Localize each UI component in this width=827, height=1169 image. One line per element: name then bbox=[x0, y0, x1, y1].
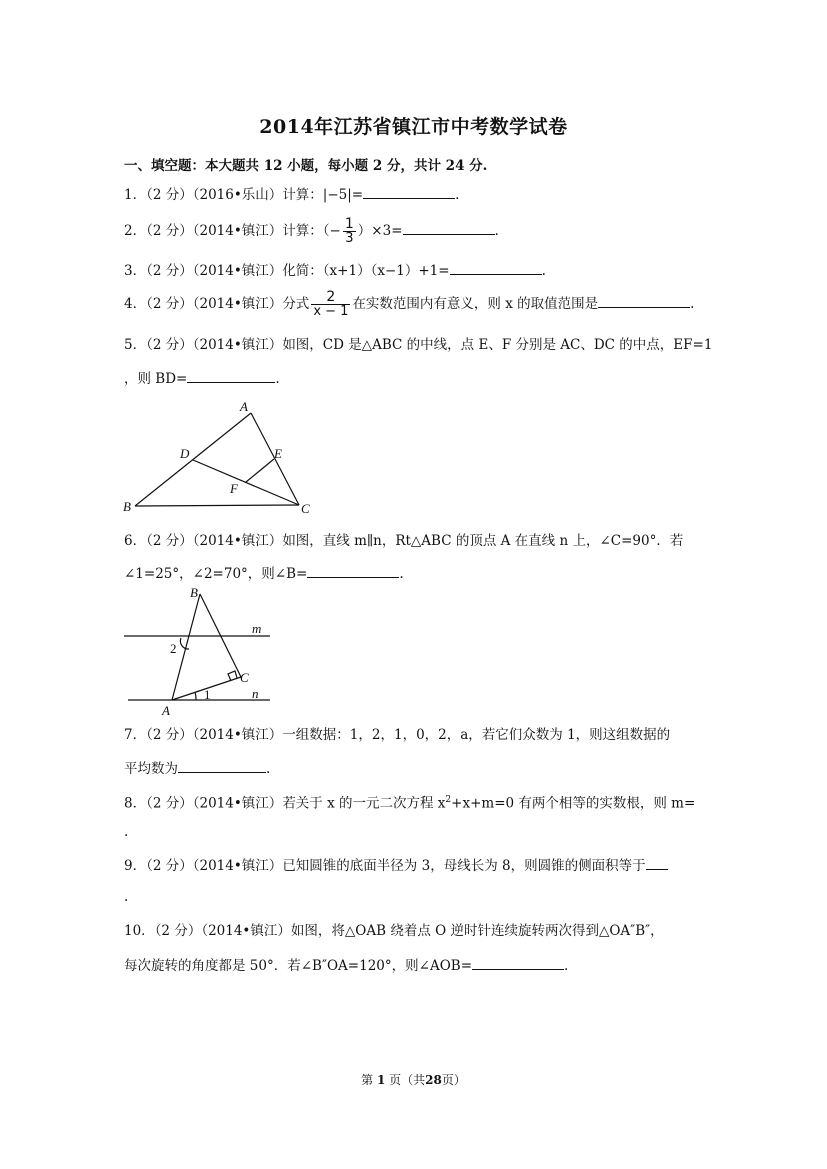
question-text: 平均数为 bbox=[124, 761, 178, 777]
question-source: （2014•镇江） bbox=[192, 533, 283, 549]
question-1 bbox=[124, 184, 459, 205]
fraction-numerator: 1 bbox=[344, 216, 354, 232]
question-number: 6． bbox=[124, 533, 147, 549]
question-number: 3． bbox=[124, 263, 147, 279]
question-number: 10． bbox=[124, 923, 155, 939]
question-2 bbox=[124, 217, 499, 246]
label-c: C bbox=[240, 670, 249, 685]
answer-blank[interactable] bbox=[403, 220, 495, 235]
question-8-line-2 bbox=[124, 822, 128, 842]
question-end: . bbox=[455, 187, 460, 203]
question-text: 若关于 x 的一元二次方程 x bbox=[282, 795, 446, 812]
question-text-2: +x+m=0 有两个相等的实数根，则 m= bbox=[451, 795, 696, 812]
question-7-line-2 bbox=[124, 758, 270, 779]
question-score: （2 分） bbox=[146, 795, 193, 812]
question-text: 每次旋转的角度都是 50°．若∠B″OA=120°，则∠AOB= bbox=[124, 958, 473, 974]
question-text: 分式 bbox=[282, 296, 310, 312]
question-source: （2014•镇江） bbox=[192, 795, 283, 812]
label-c: C bbox=[301, 501, 310, 516]
fraction-denominator: 3 bbox=[345, 231, 354, 246]
segment-ef bbox=[246, 459, 274, 482]
answer-blank[interactable] bbox=[646, 855, 668, 870]
label-angle-1: 1 bbox=[204, 687, 211, 702]
question-source: （2014•镇江） bbox=[201, 923, 291, 939]
question-text: ∠1=25°，∠2=70°，则∠B= bbox=[124, 566, 308, 582]
page-title: 2014年江苏省镇江市中考数学试卷 bbox=[259, 116, 568, 138]
question-source: （2016•乐山） bbox=[192, 187, 283, 203]
question-number: 9． bbox=[124, 858, 147, 874]
question-text: ，则 BD= bbox=[124, 371, 188, 387]
question-end: . bbox=[124, 889, 129, 905]
question-5 bbox=[124, 335, 712, 355]
angle-1-arc bbox=[195, 692, 196, 700]
fraction bbox=[343, 217, 356, 246]
question-end: . bbox=[275, 371, 280, 387]
question-text-2: ）×3= bbox=[357, 223, 403, 239]
answer-blank[interactable] bbox=[307, 563, 399, 578]
page-number: 1 bbox=[376, 1073, 386, 1087]
question-number: 4． bbox=[124, 296, 147, 312]
fraction-numerator: 2 bbox=[311, 290, 350, 305]
question-text: 如图，直线 m∥n，Rt△ABC 的顶点 A 在直线 n 上，∠C=90°．若 bbox=[282, 533, 684, 549]
question-score: （2 分） bbox=[146, 337, 193, 353]
label-b: B bbox=[123, 499, 131, 514]
question-end: . bbox=[266, 761, 271, 777]
superscript: 2 bbox=[445, 795, 452, 805]
label-d: D bbox=[180, 446, 190, 461]
footer-mid: 页（共 bbox=[389, 1073, 426, 1087]
question-score: （2 分） bbox=[146, 187, 193, 203]
question-text-2: 在实数范围内有意义，则 x 的取值范围是 bbox=[352, 296, 599, 312]
question-end: . bbox=[399, 566, 404, 582]
label-e: E bbox=[274, 446, 282, 461]
page-total: 28 bbox=[425, 1073, 442, 1087]
question-end: . bbox=[690, 296, 695, 312]
question-score: （2 分） bbox=[146, 533, 193, 549]
answer-blank[interactable] bbox=[472, 955, 564, 970]
footer-suffix: 页） bbox=[441, 1073, 466, 1087]
footer-prefix: 第 bbox=[361, 1073, 374, 1087]
parallel-lines-figure-q6 bbox=[118, 585, 278, 717]
question-text: 一组数据：1，2，1，0，2，a，若它们众数为 1，则这组数据的 bbox=[282, 727, 671, 743]
question-9-line-2 bbox=[124, 887, 128, 907]
fraction-denominator: x − 1 bbox=[313, 304, 349, 319]
question-score: （2 分） bbox=[146, 263, 193, 279]
question-3 bbox=[124, 260, 546, 281]
page-footer bbox=[0, 1071, 827, 1088]
answer-blank[interactable] bbox=[363, 184, 455, 199]
question-number: 7． bbox=[124, 727, 147, 743]
question-end: . bbox=[494, 223, 499, 239]
question-source: （2014•镇江） bbox=[192, 223, 283, 239]
question-10 bbox=[124, 921, 664, 941]
answer-blank[interactable] bbox=[178, 758, 266, 773]
question-source: （2014•镇江） bbox=[192, 263, 283, 279]
answer-blank[interactable] bbox=[450, 260, 542, 275]
label-f: F bbox=[230, 481, 238, 496]
question-text: 计算：|−5|= bbox=[282, 187, 364, 203]
question-score: （2 分） bbox=[146, 858, 193, 874]
question-score: （2 分） bbox=[146, 223, 193, 239]
question-end: . bbox=[541, 263, 546, 279]
question-score: （2 分） bbox=[146, 727, 193, 743]
question-score: （2 分） bbox=[154, 923, 202, 939]
question-8 bbox=[124, 790, 695, 814]
question-6 bbox=[124, 531, 683, 551]
label-m: m bbox=[252, 621, 262, 636]
section-heading: 一、填空题：本大题共 12 小题，每小题 2 分，共计 24 分. bbox=[124, 158, 488, 174]
answer-blank[interactable] bbox=[187, 368, 275, 383]
question-text: 计算：（− bbox=[282, 223, 341, 239]
question-source: （2014•镇江） bbox=[192, 337, 283, 353]
question-text: 如图，CD 是△ABC 的中线，点 E、F 分别是 AC、DC 的中点，EF=1 bbox=[282, 337, 713, 353]
question-number: 5． bbox=[124, 337, 147, 353]
question-source: （2014•镇江） bbox=[192, 858, 283, 874]
question-5-line-2 bbox=[124, 368, 280, 389]
question-score: （2 分） bbox=[146, 296, 193, 312]
question-9 bbox=[124, 855, 668, 876]
question-source: （2014•镇江） bbox=[192, 727, 283, 743]
label-n: n bbox=[252, 686, 259, 701]
segment-dc bbox=[193, 460, 299, 505]
question-text: 化简：（x+1）（x−1）+1= bbox=[282, 263, 450, 279]
question-text: 如图，将△OAB 绕着点 O 逆时针连续旋转两次得到△OA″B″， bbox=[290, 923, 664, 939]
question-10-line-2 bbox=[124, 955, 568, 976]
question-end: . bbox=[124, 824, 129, 840]
question-text: 已知圆锥的底面半径为 3，母线长为 8，则圆锥的侧面积等于 bbox=[282, 858, 646, 874]
fraction bbox=[311, 290, 350, 319]
label-a: A bbox=[162, 703, 170, 717]
question-number: 1． bbox=[124, 187, 147, 203]
segment-bc bbox=[135, 505, 299, 506]
question-4 bbox=[124, 290, 694, 319]
question-7 bbox=[124, 725, 670, 745]
question-6-line-2 bbox=[124, 563, 404, 584]
label-angle-2: 2 bbox=[170, 641, 177, 656]
question-end: . bbox=[564, 958, 569, 974]
answer-blank[interactable] bbox=[598, 293, 690, 308]
label-b: B bbox=[190, 585, 198, 600]
question-number: 2． bbox=[124, 223, 147, 239]
triangle-figure-q5 bbox=[118, 396, 328, 518]
question-source: （2014•镇江） bbox=[192, 296, 283, 312]
question-number: 8． bbox=[124, 795, 147, 812]
label-a: A bbox=[240, 399, 248, 414]
